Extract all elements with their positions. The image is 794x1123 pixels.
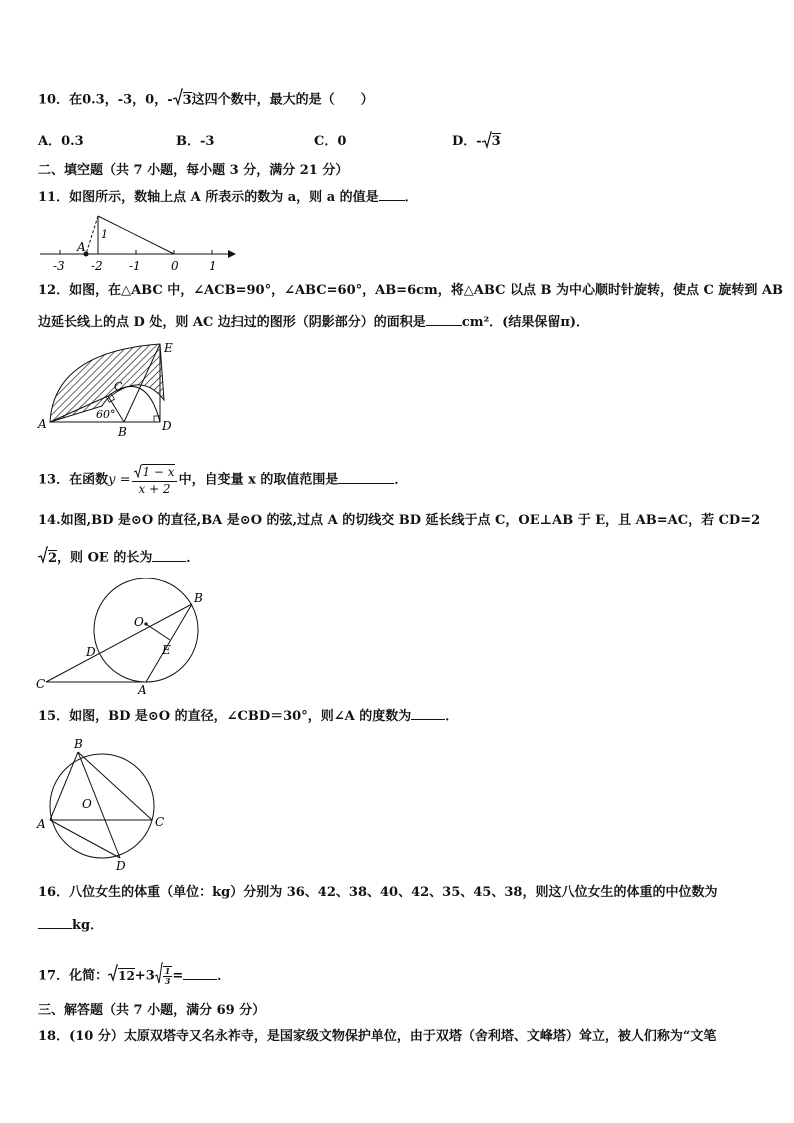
q14-circle-tangent-figure	[34, 578, 210, 696]
tick-label: -3	[53, 259, 65, 273]
tick-label: 1	[209, 259, 217, 273]
point-label: B	[118, 425, 127, 438]
point-label: E	[164, 341, 173, 355]
q13-stem: 13．在函数y = $\frac{1 - x}{x + 2}$ 中，自变量 x 的取值范围是 ．	[38, 465, 408, 496]
answer-blank	[183, 967, 217, 980]
sqrt-symbol	[173, 88, 183, 112]
sqrt-symbol	[108, 964, 118, 988]
q17-stem: 17．化简： 12+3 $\frac{1}{3}$ = ．	[38, 962, 230, 990]
point-label: C	[36, 677, 46, 691]
tick-label: 0	[171, 259, 179, 273]
q12-rotation-figure	[36, 338, 186, 438]
q10-option-a: A．0.3	[38, 134, 84, 149]
point-label: D	[162, 419, 172, 433]
inner-fraction: $\frac{1}{3}$	[164, 966, 171, 986]
center-o	[144, 622, 147, 625]
section-heading-solutions: 三、解答题（共 7 小题，满分 69 分）	[38, 1003, 266, 1018]
point-label: B	[194, 591, 203, 605]
q10-option-b: B．-3	[176, 134, 215, 149]
point-label: A	[38, 417, 47, 431]
point-label: B	[74, 737, 83, 751]
function-fraction: $\frac{1 - x}{x + 2}$	[132, 464, 176, 496]
circle-o	[94, 578, 198, 682]
answer-blank	[411, 707, 445, 720]
tick-label: -2	[91, 259, 103, 273]
section-heading-fill-in: 二、填空题（共 7 小题，每小题 3 分，满分 21 分）	[38, 163, 349, 178]
q11-number-line-figure	[36, 212, 236, 274]
tick-label: -1	[129, 259, 141, 273]
point-label: C	[155, 815, 165, 829]
q18-stem: 18．(10 分）太原双塔寺又名永祚寺，是国家级文物保护单位，由于双塔（舍利塔、文峰塔）耸立，被人们称为“文笔	[38, 1029, 717, 1044]
point-label: O	[134, 615, 144, 629]
sqrt-symbol	[38, 546, 48, 570]
point-label: C	[114, 380, 123, 393]
sqrt-symbol	[482, 131, 492, 153]
hypotenuse	[98, 216, 174, 254]
q10-stem: 10．在0.3，-3，0，- 3这四个数中，最大的是（ ）	[38, 88, 374, 112]
q14-stem-line1: 14.如图,BD 是⊙O 的直径,BA 是⊙O 的弦,过点 A 的切线交 BD 延长线于点 C，OE⊥AB 于 E，且 AB=AC，若 CD=2	[38, 513, 761, 528]
q15-stem: 15．如图，BD 是⊙O 的直径，∠CBD＝30°，则∠A 的度数为 ．	[38, 709, 459, 724]
point-label: O	[82, 797, 92, 811]
point-label: E	[162, 643, 171, 657]
q11-stem: 11．如图所示，数轴上点 A 所表示的数为 a，则 a 的值是 ．	[38, 190, 418, 205]
q14-stem-line2: 2，则 OE 的长为 ．	[38, 546, 199, 570]
point-label: A	[138, 683, 147, 696]
q16-stem-line2: kg．	[38, 916, 103, 935]
q10-option-c: C．0	[314, 134, 347, 149]
answer-blank	[379, 188, 405, 201]
q12-stem-line1: 12．如图，在△ABC 中，∠ACB=90°，∠ABC=60°，AB=6cm，将△ABC 以点 B 为中心顺时针旋转，使点 C 旋转到 AB	[38, 283, 784, 298]
sqrt-symbol	[155, 962, 163, 990]
answer-blank	[338, 471, 394, 484]
point-label: D	[86, 645, 96, 659]
angle-label: 60°	[96, 408, 116, 421]
arc-dashed	[86, 216, 98, 254]
point-label: A	[37, 817, 46, 831]
circle-o	[50, 754, 154, 858]
q15-inscribed-figure	[34, 736, 170, 870]
q16-stem-line1: 16．八位女生的体重（单位：kg）分别为 36、42、38、40、42、35、45、38，则这八位女生的体重的中位数为	[38, 885, 718, 900]
q12-stem-line2: 边延长线上的点 D 处，则 AC 边扫过的图形（阴影部分）的面积是 cm²．(结果保留π)．	[38, 315, 589, 330]
chord-ad	[50, 820, 120, 858]
segment-oe	[146, 624, 170, 640]
q10-option-d: D．- 3	[452, 130, 501, 153]
answer-blank	[38, 916, 72, 929]
answer-blank	[152, 549, 186, 562]
point-label: A	[77, 240, 86, 254]
point-label: D	[116, 859, 126, 870]
arrow-icon	[228, 250, 236, 258]
side-label: 1	[101, 228, 108, 241]
answer-blank	[426, 313, 462, 326]
